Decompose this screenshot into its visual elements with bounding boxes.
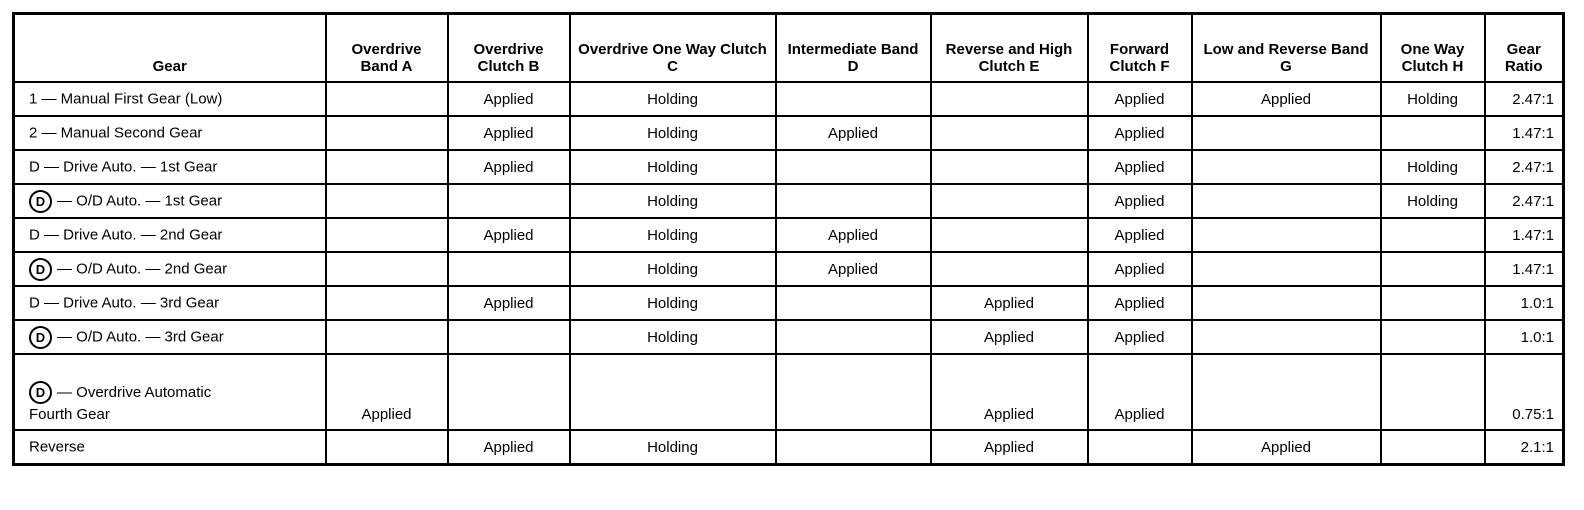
- cell-one-way-clutch-h: [1381, 430, 1485, 465]
- cell-overdrive-clutch-b: Applied: [448, 116, 570, 150]
- cell-gear-ratio: 1.0:1: [1485, 286, 1564, 320]
- cell-overdrive-clutch-b: Applied: [448, 286, 570, 320]
- cell-low-reverse-band-g: [1192, 218, 1381, 252]
- gear-label: D — Drive Auto. — 2nd Gear: [29, 226, 223, 244]
- cell-low-reverse-band-g: Applied: [1192, 430, 1381, 465]
- cell-overdrive-band-a: Applied: [326, 354, 448, 430]
- header-overdrive-one-way-clutch-c: Overdrive One Way Clutch C: [570, 14, 776, 83]
- cell-overdrive-band-a: [326, 218, 448, 252]
- gear-cell: [14, 218, 326, 252]
- cell-intermediate-band-d: [776, 430, 931, 465]
- cell-reverse-high-clutch-e: [931, 150, 1088, 184]
- cell-one-way-clutch-h: Holding: [1381, 150, 1485, 184]
- table-row: [14, 150, 1564, 184]
- gear-label-line: [29, 328, 224, 345]
- header-one-way-clutch-h: One Way Clutch H: [1381, 14, 1485, 83]
- cell-reverse-high-clutch-e: Applied: [931, 430, 1088, 465]
- cell-overdrive-one-way-clutch-c: Holding: [570, 184, 776, 218]
- gear-cell: [14, 320, 326, 354]
- cell-one-way-clutch-h: Holding: [1381, 184, 1485, 218]
- gear-label-line: [29, 226, 222, 243]
- cell-forward-clutch-f: Applied: [1088, 252, 1192, 286]
- cell-overdrive-one-way-clutch-c: Holding: [570, 286, 776, 320]
- cell-reverse-high-clutch-e: [931, 184, 1088, 218]
- cell-one-way-clutch-h: [1381, 320, 1485, 354]
- gear-label: 2 — Manual Second Gear: [29, 124, 203, 142]
- table-row: [14, 218, 1564, 252]
- cell-gear-ratio: 0.75:1: [1485, 354, 1564, 430]
- cell-overdrive-clutch-b: [448, 320, 570, 354]
- gear-cell: [14, 82, 326, 116]
- cell-forward-clutch-f: Applied: [1088, 82, 1192, 116]
- cell-overdrive-one-way-clutch-c: Holding: [570, 218, 776, 252]
- cell-overdrive-band-a: [326, 252, 448, 286]
- circled-d-icon: D: [29, 258, 52, 281]
- table-row: [14, 82, 1564, 116]
- cell-reverse-high-clutch-e: [931, 116, 1088, 150]
- cell-overdrive-clutch-b: Applied: [448, 430, 570, 465]
- cell-overdrive-one-way-clutch-c: Holding: [570, 320, 776, 354]
- cell-one-way-clutch-h: Holding: [1381, 82, 1485, 116]
- header-intermediate-band-d: Intermediate Band D: [776, 14, 931, 83]
- cell-overdrive-band-a: [326, 82, 448, 116]
- gear-application-table: [12, 12, 1565, 466]
- cell-overdrive-clutch-b: [448, 184, 570, 218]
- header-reverse-high-clutch-e: Reverse and High Clutch E: [931, 14, 1088, 83]
- gear-label: — Overdrive Automatic: [57, 384, 212, 401]
- cell-overdrive-one-way-clutch-c: Holding: [570, 252, 776, 286]
- cell-intermediate-band-d: [776, 184, 931, 218]
- gear-label-line: [29, 381, 319, 404]
- cell-low-reverse-band-g: [1192, 286, 1381, 320]
- gear-label-continued: Fourth Gear: [29, 406, 110, 423]
- table-row: [14, 354, 1564, 430]
- header-row: [14, 14, 1564, 83]
- cell-intermediate-band-d: Applied: [776, 218, 931, 252]
- cell-one-way-clutch-h: [1381, 116, 1485, 150]
- gear-application-chart: [12, 12, 1562, 466]
- cell-gear-ratio: 1.47:1: [1485, 218, 1564, 252]
- table-row: [14, 320, 1564, 354]
- gear-cell: [14, 116, 326, 150]
- cell-reverse-high-clutch-e: [931, 252, 1088, 286]
- table-row: [14, 286, 1564, 320]
- gear-label: — O/D Auto. — 3rd Gear: [57, 328, 224, 346]
- cell-gear-ratio: 1.0:1: [1485, 320, 1564, 354]
- cell-overdrive-band-a: [326, 184, 448, 218]
- gear-label-line: [29, 438, 85, 455]
- cell-overdrive-band-a: [326, 286, 448, 320]
- gear-cell: [14, 354, 326, 430]
- cell-intermediate-band-d: [776, 150, 931, 184]
- cell-low-reverse-band-g: [1192, 116, 1381, 150]
- header-gear: Gear: [14, 14, 326, 83]
- cell-low-reverse-band-g: [1192, 150, 1381, 184]
- cell-forward-clutch-f: Applied: [1088, 354, 1192, 430]
- table-row: [14, 252, 1564, 286]
- cell-forward-clutch-f: Applied: [1088, 116, 1192, 150]
- cell-intermediate-band-d: [776, 354, 931, 430]
- gear-label-line: [29, 294, 219, 311]
- cell-gear-ratio: 2.1:1: [1485, 430, 1564, 465]
- circled-d-icon: D: [29, 326, 52, 349]
- gear-label-line: [29, 260, 227, 277]
- gear-cell: [14, 252, 326, 286]
- cell-overdrive-clutch-b: Applied: [448, 150, 570, 184]
- table-body: [14, 82, 1564, 465]
- cell-low-reverse-band-g: Applied: [1192, 82, 1381, 116]
- gear-cell: [14, 430, 326, 465]
- gear-cell: [14, 286, 326, 320]
- cell-forward-clutch-f: [1088, 430, 1192, 465]
- gear-label-line: [29, 158, 217, 175]
- gear-label-line: [29, 124, 202, 141]
- cell-overdrive-one-way-clutch-c: Holding: [570, 150, 776, 184]
- cell-low-reverse-band-g: [1192, 252, 1381, 286]
- cell-forward-clutch-f: Applied: [1088, 286, 1192, 320]
- gear-label-line: [29, 90, 222, 107]
- cell-overdrive-band-a: [326, 320, 448, 354]
- cell-gear-ratio: 2.47:1: [1485, 184, 1564, 218]
- gear-cell: [14, 150, 326, 184]
- cell-gear-ratio: 2.47:1: [1485, 150, 1564, 184]
- table-row: [14, 116, 1564, 150]
- gear-label: D — Drive Auto. — 1st Gear: [29, 158, 218, 176]
- cell-reverse-high-clutch-e: [931, 218, 1088, 252]
- gear-label-line: [29, 192, 222, 209]
- cell-overdrive-clutch-b: Applied: [448, 82, 570, 116]
- cell-overdrive-one-way-clutch-c: Holding: [570, 116, 776, 150]
- cell-overdrive-one-way-clutch-c: Holding: [570, 430, 776, 465]
- cell-overdrive-clutch-b: [448, 354, 570, 430]
- cell-reverse-high-clutch-e: Applied: [931, 286, 1088, 320]
- cell-forward-clutch-f: Applied: [1088, 184, 1192, 218]
- cell-overdrive-band-a: [326, 430, 448, 465]
- gear-label: 1 — Manual First Gear (Low): [29, 90, 223, 108]
- cell-overdrive-band-a: [326, 150, 448, 184]
- cell-forward-clutch-f: Applied: [1088, 150, 1192, 184]
- cell-intermediate-band-d: [776, 320, 931, 354]
- cell-low-reverse-band-g: [1192, 320, 1381, 354]
- cell-one-way-clutch-h: [1381, 252, 1485, 286]
- gear-label: — O/D Auto. — 2nd Gear: [57, 260, 228, 278]
- cell-one-way-clutch-h: [1381, 286, 1485, 320]
- table-row: [14, 184, 1564, 218]
- cell-overdrive-band-a: [326, 116, 448, 150]
- gear-label: — O/D Auto. — 1st Gear: [57, 192, 223, 210]
- cell-low-reverse-band-g: [1192, 184, 1381, 218]
- cell-intermediate-band-d: Applied: [776, 116, 931, 150]
- cell-reverse-high-clutch-e: Applied: [931, 354, 1088, 430]
- gear-label: Reverse: [29, 438, 85, 456]
- cell-forward-clutch-f: Applied: [1088, 218, 1192, 252]
- cell-one-way-clutch-h: [1381, 354, 1485, 430]
- header-gear-ratio: Gear Ratio: [1485, 14, 1564, 83]
- header-low-reverse-band-g: Low and Reverse Band G: [1192, 14, 1381, 83]
- header-overdrive-band-a: Overdrive Band A: [326, 14, 448, 83]
- cell-overdrive-one-way-clutch-c: Holding: [570, 82, 776, 116]
- table-row: [14, 430, 1564, 465]
- cell-low-reverse-band-g: [1192, 354, 1381, 430]
- gear-label: D — Drive Auto. — 3rd Gear: [29, 294, 220, 312]
- cell-one-way-clutch-h: [1381, 218, 1485, 252]
- header-overdrive-clutch-b: Overdrive Clutch B: [448, 14, 570, 83]
- cell-intermediate-band-d: [776, 82, 931, 116]
- cell-reverse-high-clutch-e: Applied: [931, 320, 1088, 354]
- cell-gear-ratio: 2.47:1: [1485, 82, 1564, 116]
- circled-d-icon: D: [29, 381, 52, 404]
- circled-d-icon: D: [29, 190, 52, 213]
- cell-forward-clutch-f: Applied: [1088, 320, 1192, 354]
- cell-intermediate-band-d: [776, 286, 931, 320]
- cell-intermediate-band-d: Applied: [776, 252, 931, 286]
- cell-overdrive-clutch-b: Applied: [448, 218, 570, 252]
- cell-gear-ratio: 1.47:1: [1485, 116, 1564, 150]
- cell-overdrive-clutch-b: [448, 252, 570, 286]
- gear-cell: [14, 184, 326, 218]
- cell-overdrive-one-way-clutch-c: [570, 354, 776, 430]
- cell-reverse-high-clutch-e: [931, 82, 1088, 116]
- header-forward-clutch-f: Forward Clutch F: [1088, 14, 1192, 83]
- cell-gear-ratio: 1.47:1: [1485, 252, 1564, 286]
